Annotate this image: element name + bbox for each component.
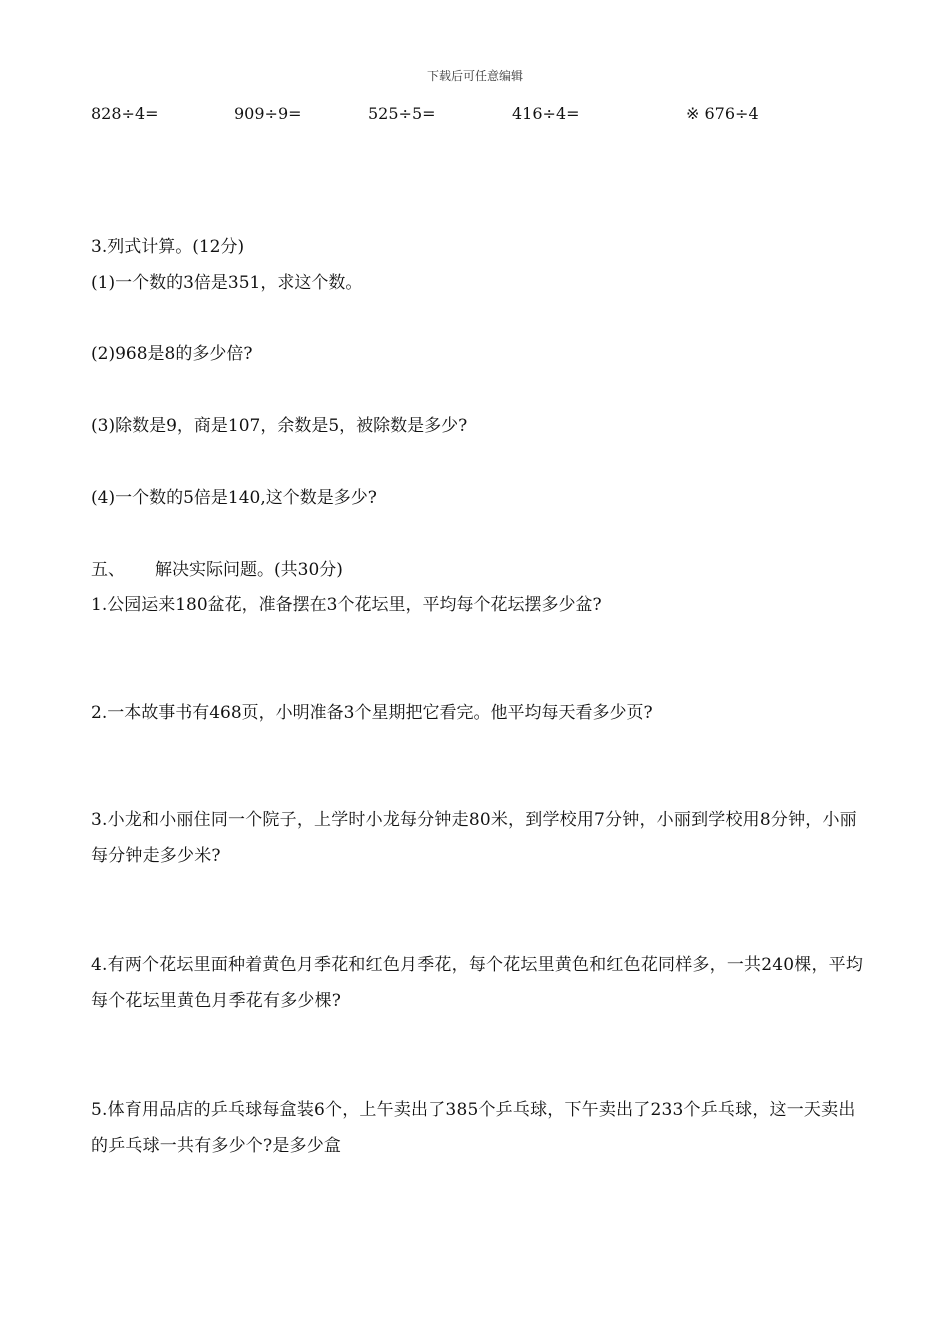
- section-3-title: 3.列式计算。(12分): [91, 237, 245, 257]
- section-5-title: 解决实际问题。(共30分): [155, 560, 343, 580]
- section-3-item-1: (1)一个数的3倍是351，求这个数。: [91, 273, 363, 293]
- problem-2: 2.一本故事书有468页，小明准备3个星期把它看完。他平均每天看多少页?: [91, 703, 653, 723]
- problem-1: 1.公园运来180盆花，准备摆在3个花坛里，平均每个花坛摆多少盆?: [91, 595, 602, 615]
- calc-item: 525÷5=: [368, 104, 436, 123]
- section-5-heading: [91, 559, 343, 581]
- section-3-item-2: (2)968是8的多少倍?: [91, 344, 253, 364]
- calc-item: 909÷9=: [234, 104, 302, 123]
- calc-item: 416÷4=: [512, 104, 580, 123]
- calc-item-starred: ※ 676÷4: [686, 104, 759, 123]
- section-3-item-3: (3)除数是9，商是107，余数是5，被除数是多少?: [91, 416, 468, 436]
- page-header: 下载后可任意编辑: [426, 69, 523, 83]
- calc-item: 828÷4=: [91, 104, 159, 123]
- problem-4: 4.有两个花坛里面种着黄色月季花和红色月季花，每个花坛里黄色和红色花同样多，一共240棵，平均每个花坛里黄色月季花有多少棵?: [91, 955, 864, 1011]
- section-3-item-4: (4)一个数的5倍是140,这个数是多少?: [91, 488, 377, 508]
- calc-row: [0, 104, 950, 128]
- problem-5: 5.体育用品店的乒乓球每盒装6个，上午卖出了385个乒乓球，下午卖出了233个乒乓球，这一天卖出的乒乓球一共有多少个?是多少盒: [91, 1100, 856, 1156]
- section-5-number: 五、: [91, 560, 125, 580]
- problem-3: 3.小龙和小丽住同一个院子，上学时小龙每分钟走80米，到学校用7分钟，小丽到学校用8分钟，小丽每分钟走多少米?: [91, 810, 857, 866]
